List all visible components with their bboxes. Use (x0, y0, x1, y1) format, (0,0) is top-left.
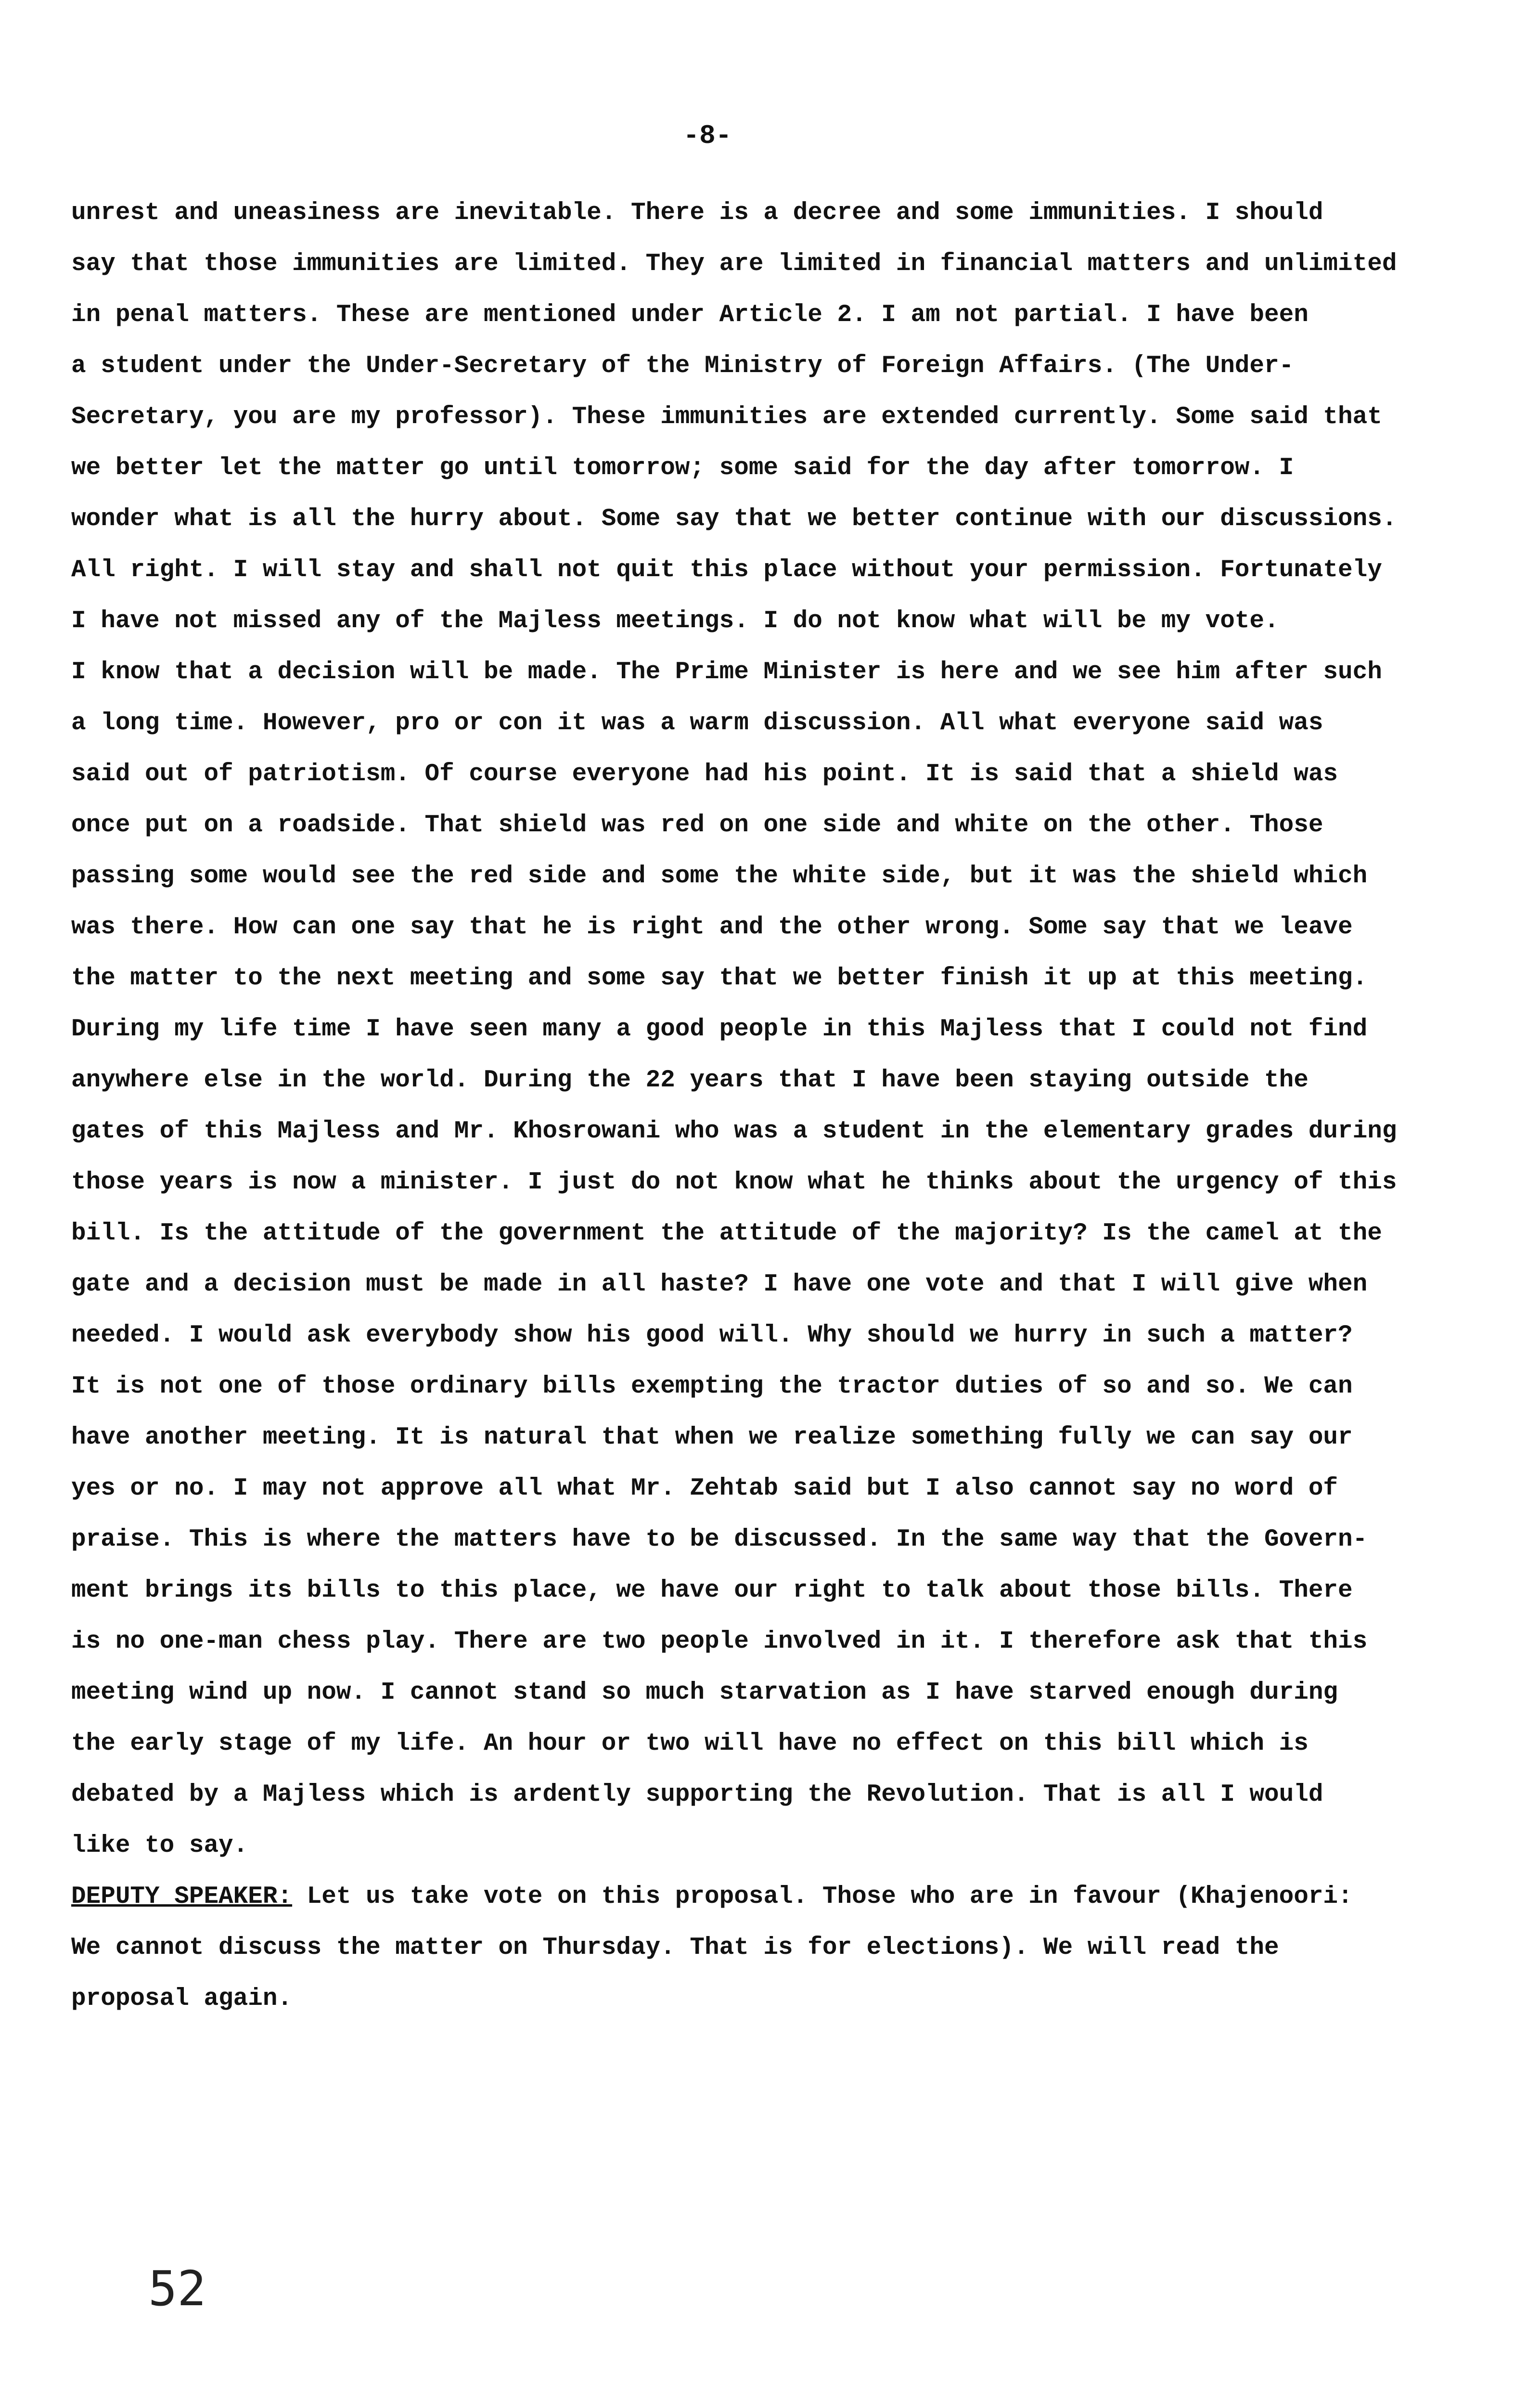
text-line: bill. Is the attitude of the government the attitude of the majority? Is the camel at the (71, 1220, 1382, 1247)
text-line: needed. I would ask everybody show his good will. Why should we hurry in such a matter? (71, 1322, 1353, 1349)
page-number-footer: 52 (148, 2260, 206, 2317)
text-line: anywhere else in the world. During the 22 years that I have been staying outside the (71, 1067, 1309, 1094)
text-line: debated by a Majless which is ardently supporting the Revolution. That is all I would (71, 1781, 1323, 1808)
text-line: once put on a roadside. That shield was red on one side and white on the other. Those (71, 812, 1323, 839)
text-line: gates of this Majless and Mr. Khosrowani who was a student in the elementary grades during (71, 1118, 1397, 1145)
text-line: meeting wind up now. I cannot stand so much starvation as I have starved enough during (71, 1679, 1338, 1706)
deputy-speaker-line (71, 1872, 1476, 1923)
text-line: in penal matters. These are mentioned under Article 2. I am not partial. I have been (71, 301, 1309, 329)
text-line: During my life time I have seen many a good people in this Majless that I could not find (71, 1016, 1368, 1043)
text-line: passing some would see the red side and some the white side, but it was the shield which (71, 863, 1368, 890)
text-line: those years is now a minister. I just do not know what he thinks about the urgency of this (71, 1169, 1397, 1196)
text-line: yes or no. I may not approve all what Mr. Zehtab said but I also cannot say no word of (71, 1475, 1338, 1502)
text-line: like to say. (71, 1832, 248, 1859)
text-line: proposal again. (71, 1985, 293, 2013)
text-line: the early stage of my life. An hour or two will have no effect on this bill which is (71, 1730, 1309, 1757)
text-line: We cannot discuss the matter on Thursday. That is for elections). We will read the (71, 1934, 1279, 1962)
text-line: ment brings its bills to this place, we have our right to talk about those bills. There (71, 1577, 1353, 1604)
speaker-text: Let us take vote on this proposal. Those who are in favour (Khajenoori: (292, 1883, 1353, 1910)
text-line: we better let the matter go until tomorrow; some said for the day after tomorrow. I (71, 454, 1294, 482)
text-line: is no one-man chess play. There are two people involved in it. I therefore ask that this (71, 1628, 1368, 1655)
text-line: a student under the Under-Secretary of the Ministry of Foreign Affairs. (The Under- (71, 352, 1294, 380)
text-line: Secretary, you are my professor). These immunities are extended currently. Some said that (71, 403, 1382, 431)
transcript-body (71, 188, 1476, 2025)
text-line: gate and a decision must be made in all haste? I have one vote and that I will give when (71, 1271, 1368, 1298)
text-line: wonder what is all the hurry about. Some say that we better continue with our discussions. (71, 505, 1397, 533)
speaker-label: DEPUTY SPEAKER: (71, 1883, 293, 1910)
text-line: a long time. However, pro or con it was a warm discussion. All what everyone said was (71, 710, 1323, 737)
text-line: said out of patriotism. Of course everyone had his point. It is said that a shield was (71, 761, 1338, 788)
page-marker: -8- (683, 120, 732, 151)
text-line: say that those immunities are limited. They are limited in financial matters and unlimited (71, 250, 1397, 278)
text-line: unrest and uneasiness are inevitable. There is a decree and some immunities. I should (71, 199, 1323, 227)
text-line: praise. This is where the matters have to be discussed. In the same way that the Govern- (71, 1526, 1368, 1553)
text-line: I know that a decision will be made. The Prime Minister is here and we see him after such (71, 658, 1382, 686)
text-line: All right. I will stay and shall not quit this place without your permission. Fortunately (71, 556, 1382, 584)
text-line: have another meeting. It is natural that when we realize something fully we can say our (71, 1424, 1353, 1451)
text-line: It is not one of those ordinary bills exempting the tractor duties of so and so. We can (71, 1373, 1353, 1400)
text-line: the matter to the next meeting and some say that we better finish it up at this meeting. (71, 965, 1368, 992)
text-line: was there. How can one say that he is right and the other wrong. Some say that we leave (71, 914, 1353, 941)
text-line: I have not missed any of the Majless meetings. I do not know what will be my vote. (71, 607, 1279, 635)
